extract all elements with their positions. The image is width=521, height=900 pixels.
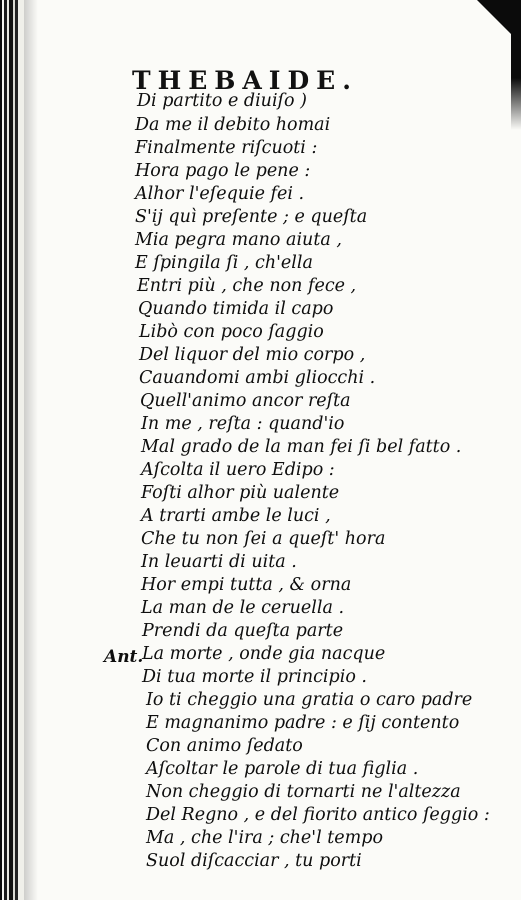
verse-line: In leuarti di uita .	[141, 552, 297, 572]
verse-line: Aſcoltar le parole di tua figlia .	[146, 759, 419, 779]
verse-line: E magnanimo padre : e ſij contento	[146, 713, 460, 733]
verse-line: Io ti cheggio una gratia o caro padre	[146, 690, 473, 710]
verse-line: E ſpingila ſi , ch'ella	[135, 253, 313, 273]
verse-line: Del Regno , e del fiorito antico ſeggio :	[146, 805, 490, 825]
verse-line: In me , reſta : quand'io	[141, 414, 345, 434]
verse-line: Del liquor del mio corpo ,	[139, 345, 366, 365]
running-head: THEBAIDE.	[132, 66, 358, 95]
verse-line: Mal grado de la man fei ſi bel fatto .	[141, 437, 462, 457]
verse-line: La man de le ceruella .	[141, 598, 345, 618]
verse-line: Entri più , che non fece ,	[137, 276, 357, 296]
verse-line: Hora pago le pene :	[135, 161, 311, 181]
verse-line: Hor empi tutta , & orna	[141, 575, 352, 595]
verse-line: Di partito e diuiſo )	[137, 91, 307, 111]
verse-line: Foſti alhor più ualente	[141, 483, 340, 503]
speaker-label: Ant.	[104, 647, 144, 667]
verse-line: Finalmente riſcuoti :	[135, 138, 318, 158]
verse-line: Non cheggio di tornarti ne l'altezza	[146, 782, 461, 802]
verse-line: A trarti ambe le luci ,	[141, 506, 331, 526]
verse-line: Aſcolta il uero Edipo :	[141, 460, 335, 480]
verse-line: S'ij quì preſente ; e queſta	[135, 207, 368, 227]
verse-line: Cauandomi ambi gliocchi .	[139, 368, 376, 388]
verse-line: Libò con poco ſaggio	[139, 322, 324, 342]
verse-line: La morte , onde gia nacque	[142, 644, 386, 664]
verse-line: Con animo ſedato	[146, 736, 303, 756]
verse-line: Prendi da queſta parte	[142, 621, 344, 641]
verse-line: Di tua morte il principio .	[142, 667, 367, 687]
verse-line: Da me il debito homai	[135, 115, 331, 135]
verse-line: Quando timida il capo	[138, 299, 334, 319]
verse-line: Che tu non ſei a queſt' hora	[141, 529, 386, 549]
verse-line: Alhor l'eſequie fei .	[135, 184, 305, 204]
verse-line: Ma , che l'ira ; che'l tempo	[146, 828, 383, 848]
verse-line: Suol diſcacciar , tu porti	[146, 851, 362, 871]
verse-line: Mia pegra mano aiuta ,	[135, 230, 342, 250]
verse-line: Quell'animo ancor reſta	[140, 391, 351, 411]
